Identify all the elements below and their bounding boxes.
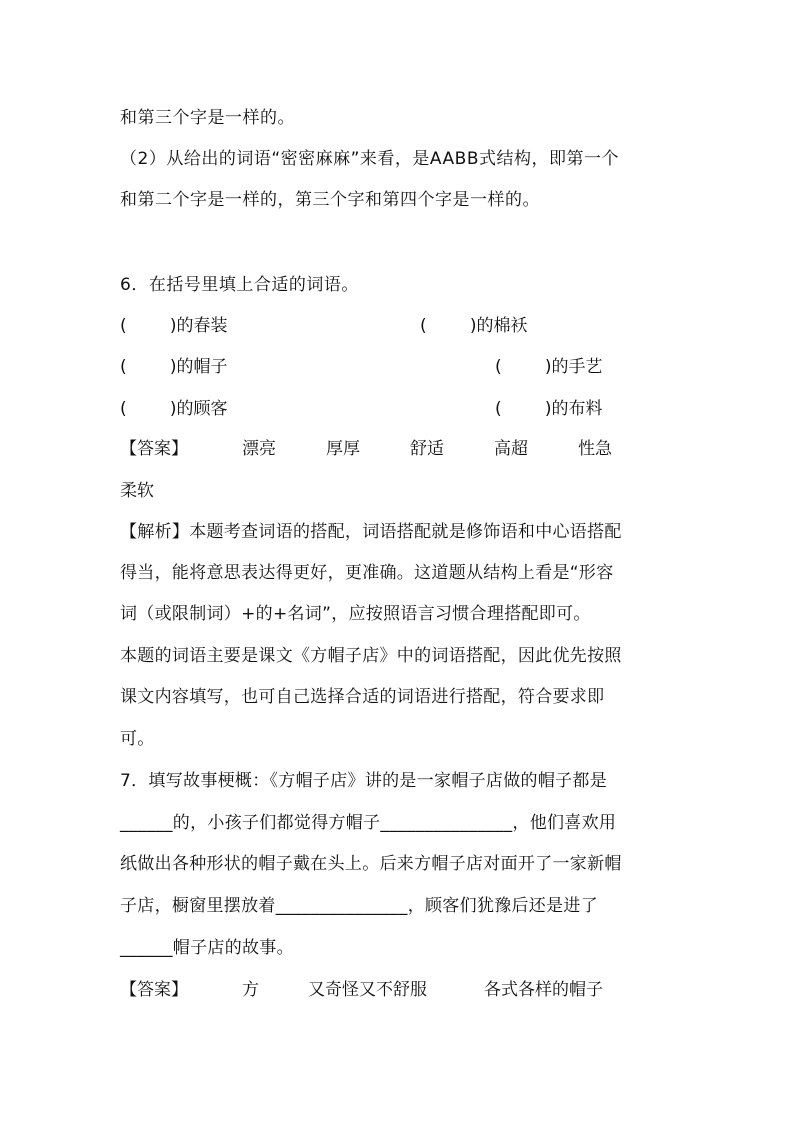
intro-line-3: 和第二个字是一样的，第三个字和第四个字是一样的。: [120, 190, 540, 210]
q6-analysis-line-5: 课文内容填写，也可自己选择合适的词语进行搭配，符合要求即: [120, 687, 605, 707]
q6-answer-6: 柔软: [120, 481, 154, 501]
q6-answer-label: 【答案】: [120, 439, 188, 459]
intro-line-1: 和第三个字是一样的。: [120, 108, 295, 128]
q7-answer-1: 方: [242, 980, 259, 1000]
q7-line-2: ______的，小孩子们都觉得方帽子_______________，他们喜欢用: [120, 813, 617, 833]
q6-analysis-line-4: 本题的词语主要是课文《方帽子店》中的词语搭配，因此优先按照: [120, 646, 622, 666]
q6-blank-3: ( )的帽子: [120, 357, 228, 377]
q6-blank-4: ( )的手艺: [495, 357, 603, 377]
q6-analysis-line-6: 可。: [120, 729, 155, 749]
q6-answer-2: 厚厚: [326, 439, 360, 459]
q7-answer-2: 又奇怪又不舒服: [308, 980, 427, 1000]
q6-prompt: 6．在括号里填上合适的词语。: [120, 275, 359, 295]
q7-line-3: 纸做出各种形状的帽子戴在头上。后来方帽子店对面开了一家新帽: [120, 854, 622, 874]
q7-line-1: 7．填写故事梗概：《方帽子店》讲的是一家帽子店做的帽子都是: [120, 771, 608, 791]
q6-analysis-line-2: 得当，能将意思表达得更好，更准确。这道题从结构上看是“形容: [120, 563, 614, 583]
intro-line-2: （2）从给出的词语“密密麻麻”来看，是AABB式结构，即第一个: [120, 149, 619, 169]
q7-answer-label: 【答案】: [120, 980, 188, 1000]
q6-answer-3: 舒适: [410, 439, 444, 459]
q7-answer-3: 各式各样的帽子: [484, 980, 603, 1000]
q7-line-4: 子店，橱窗里摆放着_______________，顾客们犹豫后还是进了: [120, 896, 598, 916]
q6-answer-5: 性急: [578, 439, 612, 459]
q6-analysis-line-1: 【解析】本题考查词语的搭配，词语搭配就是修饰语和中心语搭配: [120, 522, 622, 542]
q6-blank-2: ( )的棉袄: [420, 316, 528, 336]
q7-line-5: ______帽子店的故事。: [120, 938, 294, 958]
q6-analysis-line-3: 词（或限制词）+的+名词”，应按照语言习惯合理搭配即可。: [120, 604, 591, 624]
q6-blank-6: ( )的布料: [495, 399, 603, 419]
q6-blank-1: ( )的春装: [120, 316, 228, 336]
q6-blank-5: ( )的顾客: [120, 399, 228, 419]
q6-answer-4: 高超: [494, 439, 528, 459]
q6-answer-1: 漂亮: [242, 439, 276, 459]
